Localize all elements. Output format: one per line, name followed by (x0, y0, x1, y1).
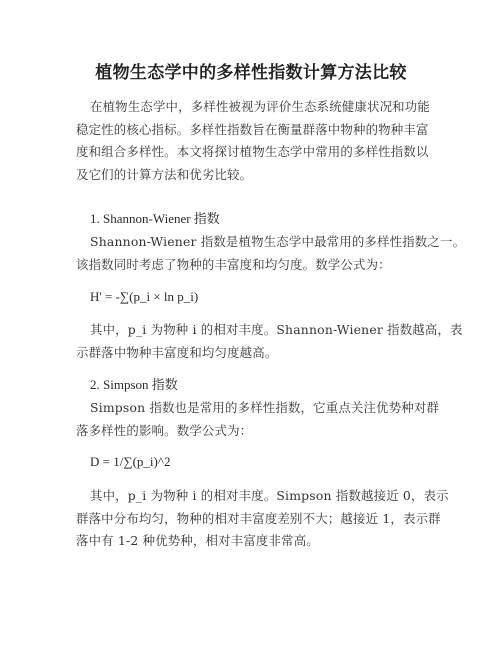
section-heading-shannon: 1. Shannon-Wiener 指数 (90, 211, 220, 226)
simpson-explanation-line: 群落中分布均匀，物种的相对丰富度差别不大；越接近 1，表示群 (76, 510, 441, 526)
intro-line: 及它们的计算方法和优劣比较。 (76, 166, 253, 182)
intro-paragraph (76, 96, 436, 186)
section-heading-simpson: 2. Simpson 指数 (90, 377, 178, 392)
shannon-explanation-line: 示群落中物种丰富度和均匀度越高。 (76, 344, 278, 360)
shannon-explanation-line: 其中，p_i 为物种 i 的相对丰度。Shannon-Wiener 指数越高，表 (90, 322, 463, 337)
intro-line: 在植物生态学中，多样性被视为评价生态系统健康状况和功能 (90, 99, 430, 114)
simpson-explanation (76, 485, 449, 553)
simpson-description (76, 397, 440, 442)
simpson-description-line: 落多样性的影响。数学公式为： (76, 422, 253, 438)
document-title: 植物生态学中的多样性指数计算方法比较 (95, 63, 407, 83)
simpson-description-line: Simpson 指数也是常用的多样性指数，它重点关注优势种对群 (90, 400, 440, 415)
simpson-explanation-line: 其中，p_i 为物种 i 的相对丰度。Simpson 指数越接近 0，表示 (90, 488, 449, 503)
simpson-formula: D = 1/∑(p_i)^2 (90, 454, 171, 469)
shannon-description (76, 231, 466, 276)
intro-line: 度和组合多样性。本文将探讨植物生态学中常用的多样性指数以 (76, 144, 429, 159)
shannon-description-line: Shannon-Wiener 指数是植物生态学中最常用的多样性指数之一。 (90, 234, 466, 249)
shannon-description-line: 该指数同时考虑了物种的丰富度和均匀度。数学公式为： (76, 256, 391, 272)
simpson-explanation-line: 落中有 1-2 种优势种，相对丰富度非常高。 (76, 533, 319, 548)
shannon-explanation (76, 319, 463, 364)
shannon-formula: H' = -∑(p_i × ln p_i) (90, 289, 199, 304)
intro-line: 稳定性的核心指标。多样性指数旨在衡量群落中物种的物种丰富 (76, 121, 429, 137)
